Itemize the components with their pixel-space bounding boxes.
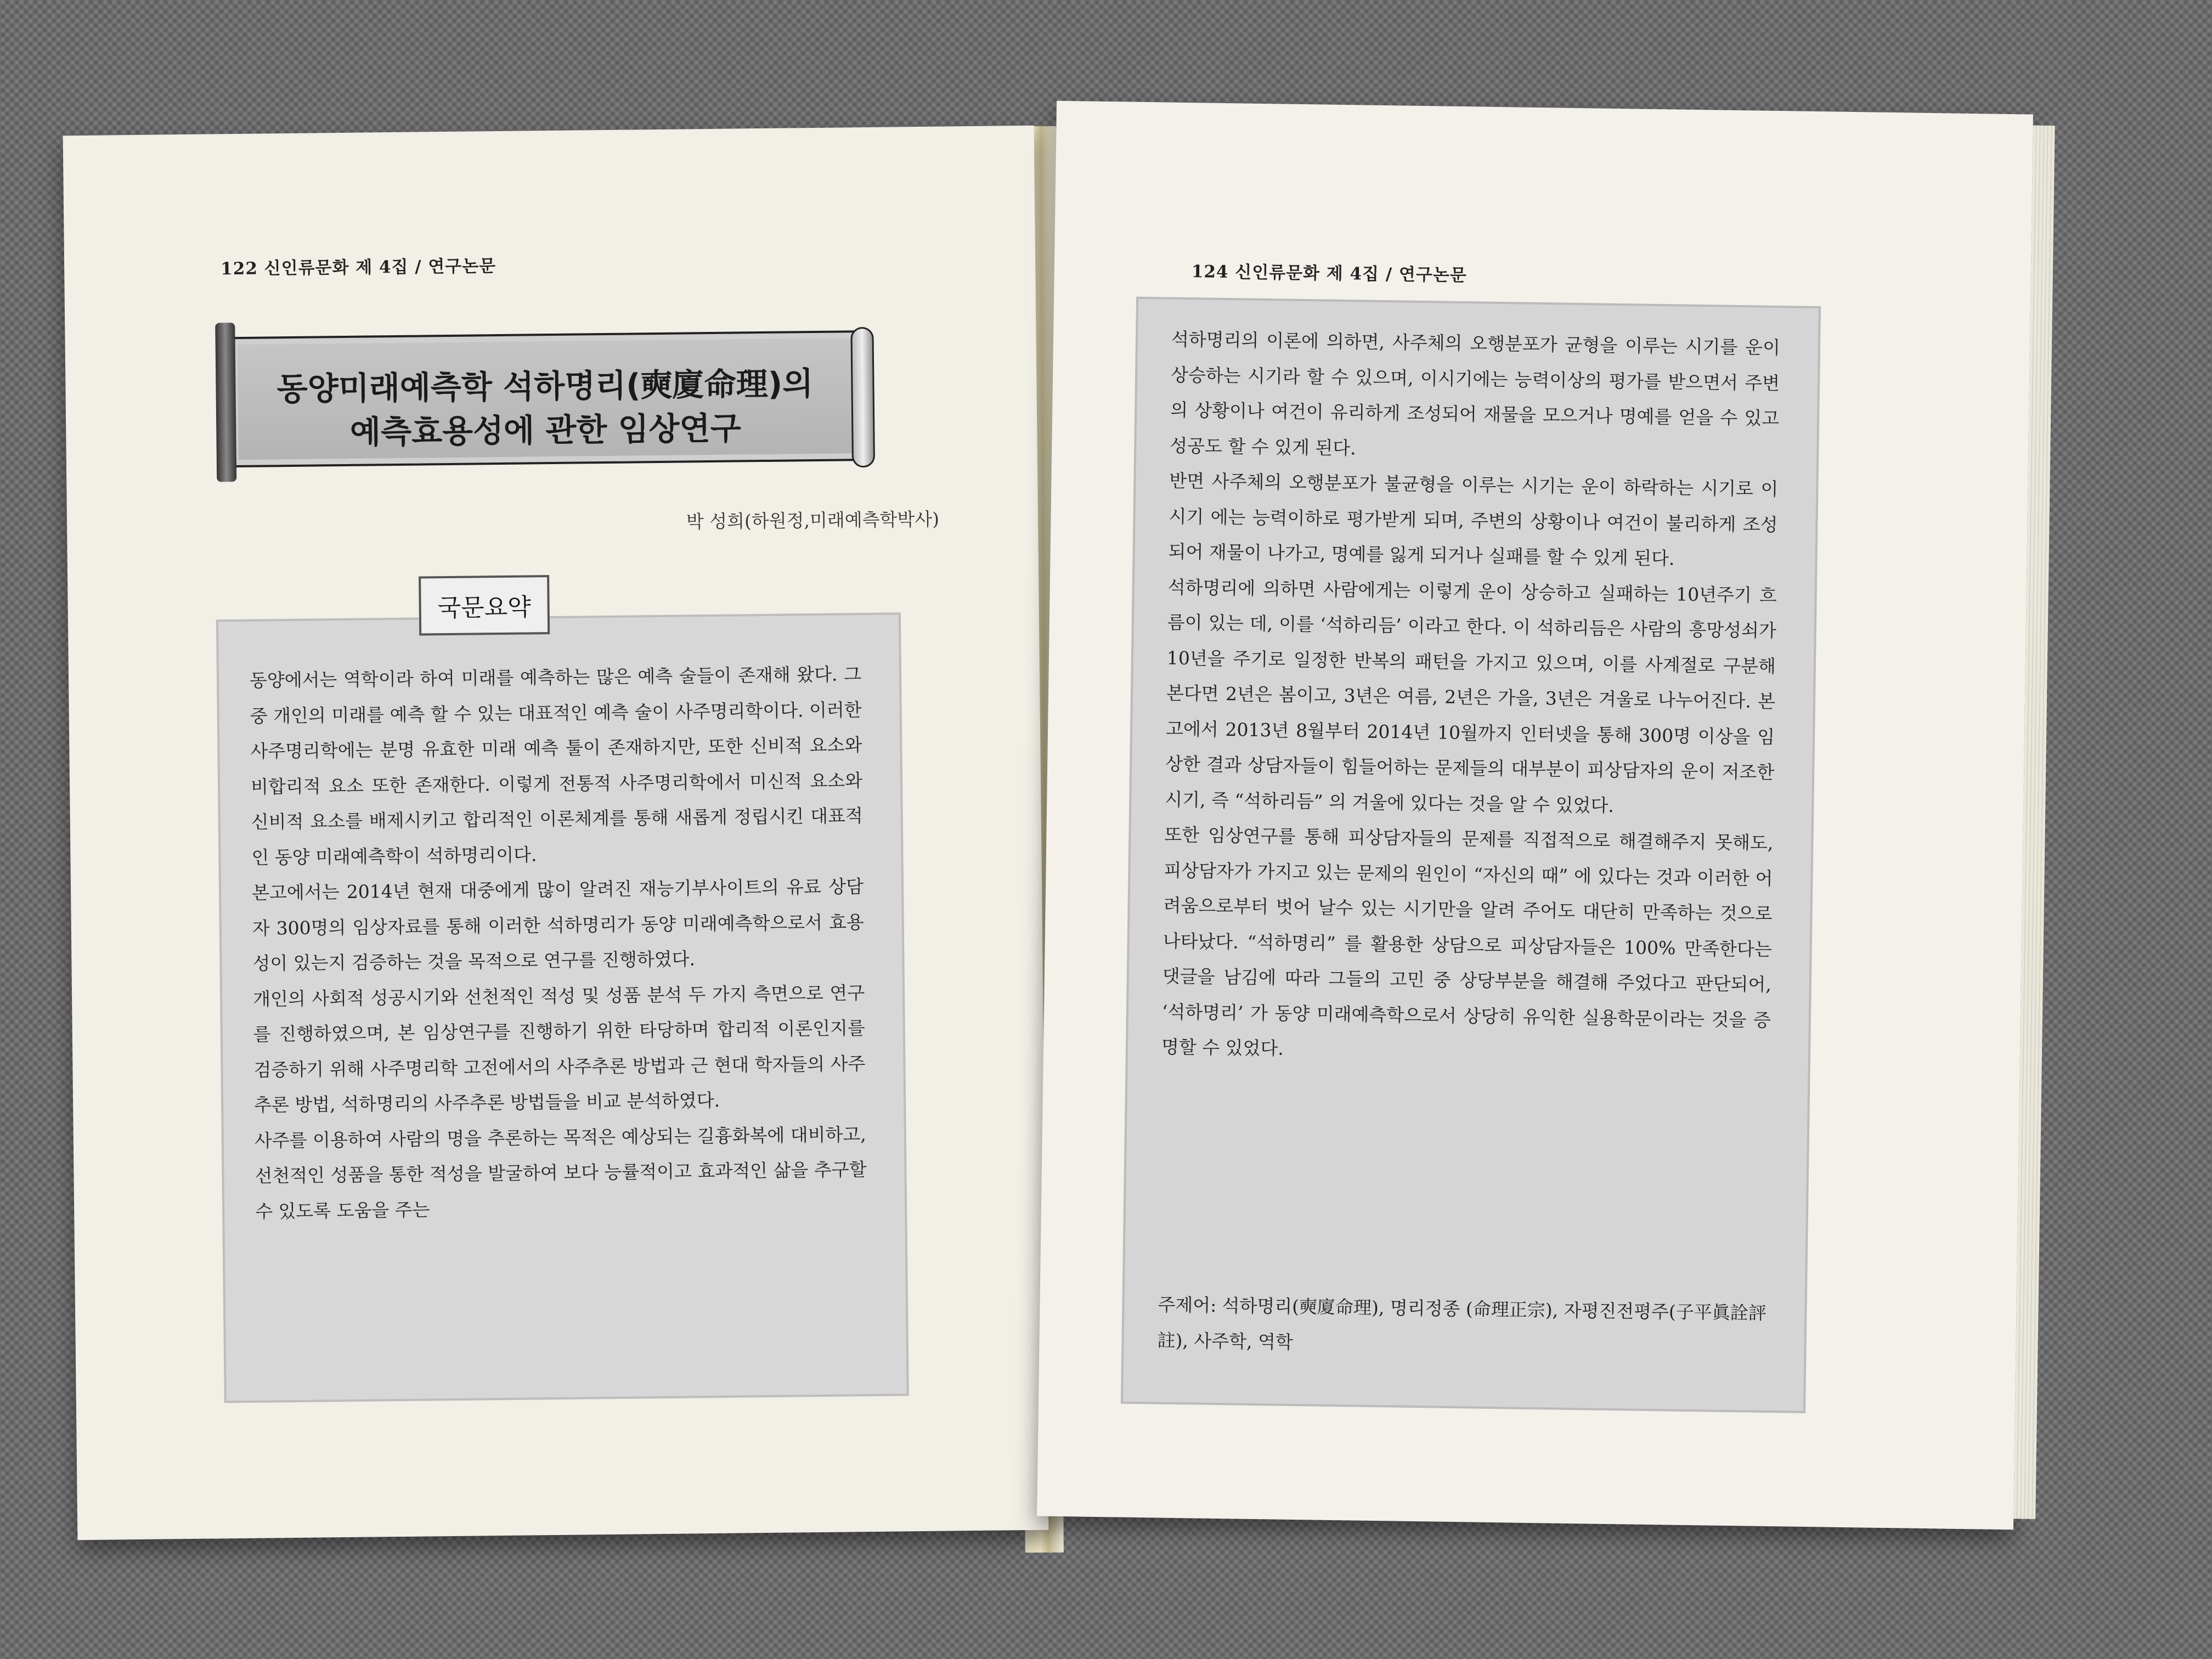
author-line: 박 성희(하원정,미래예측학박사) [686, 508, 940, 533]
abstract-text: 동양에서는 역학이라 하여 미래를 예측하는 많은 예측 술들이 존재해 왔다. 그중 개인의 미래를 예측 할 수 있는 대표적인 예측 술이 사주명리학이다. 이러한 사주명리학에는 분명 유효한 미래 예측 툴이 존재하지만, 또한 신비적 요소와 비합리적 요소 또한 존재한다. 이렇게 전통적 사주명리학에서 미신적 요소와 신비적 요소를 배제시키고 합리적인 이론체계를 통해 새롭게 정립시킨 대표적인 동양 미래예측학이 석하명리이다. 본고에서는 2014년 현재 대중에게 많이 알려진 재능기부사이트의 유료 상담자 300명의 임상자료를 통해 이러한 석하명리가 동양 미래예측학으로서 효용성이 있는지 검증하는 것을 목적으로 연구를 진행하였다. 개인의 사회적 성공시기와 선천적인 적성 및 성품 분석 두 가지 측면으로 연구를 진행하였으며, 본 임상연구를 진행하기 위한 타당하며 합리적 이론인지를 검증하기 위해 사주명리학 고전에서의 사주추론 방법과 근 현대 학자들의 사주 추론 방법, 석하명리의 사주추론 방법들을 비교 분석하였다. 사주를 이용하여 사람의 명을 추론하는 목적은 예상되는 길흉화복에 대비하고, 선천적인 성품을 통한 적성을 발굴하여 보다 능률적이고 효과적인 삶을 추구할 수 있도록 도움을 주는 [249, 663, 867, 1222]
page-edges [2013, 126, 2055, 1519]
keywords: 주제어: 석하명리(奭廈命理), 명리정종 (命理正宗), 자평진전평주(子平眞詮評註), 사주학, 역학 [1157, 1294, 1767, 1353]
left-running-head: 122 신인류문화 제 4집 / 연구논문 [221, 256, 496, 279]
continued-abstract-text: 석하명리의 이론에 의하면, 사주체의 오행분포가 균형을 이루는 시기를 운이 상승하는 시기라 할 수 있으며, 이시기에는 능력이상의 평가를 받으면서 주변의 상황이나 여건이 유리하게 조성되어 재물을 모으거나 명예를 얻을 수 있고 성공도 할 수 있게 된다. 반면 사주체의 오행분포가 불균형을 이루는 시기는 운이 하락하는 시기로 이시기 에는 능력이하로 평가받게 되며, 주변의 상황이나 여건이 불리하게 조성되어 재물이 나가고, 명예를 잃게 되거나 실패를 할 수 있게 된다. 석하명리에 의하면 사람에게는 이렇게 운이 상승하고 실패하는 10년주기 흐름이 있는 데, 이를 ‘석하리듬’ 이라고 한다. 이 석하리듬은 사람의 흥망성쇠가 10년을 주기로 일정한 반복의 패턴을 가지고 있으며, 이를 사계절로 구분해 본다면 2년은 봄이고, 3년은 여름, 2년은 가을, 3년은 겨울로 나누어진다. 본고에서 2013년 8월부터 2014년 10월까지 인터넷을 통해 300명 이상을 임상한 결과 상담자들이 힘들어하는 문제들의 대부분이 피상담자의 운이 저조한 시기, 즉 “석하리듬” 의 겨울에 있다는 것을 알 수 있었다. 또한 임상연구를 통해 피상담자들의 문제를 직접적으로 해결해주지 못해도, 피상담자가 가지고 있는 문제의 원인이 “자신의 때” 에 있다는 것과 이러한 어려움으로부터 벗어 날수 있는 시기만을 알려 주어도 대단히 만족하는 것으로 나타났다. “석하명리” 를 활용한 상담으로 피상담자들은 100% 만족한다는 댓글을 남김에 따라 그들의 고민 중 상당부분을 해결해 주었다고 판단되어, ‘석하명리’ 가 동양 미래예측학으로서 상당히 유익한 실용학문이라는 것을 증명할 수 있었다. [1161, 328, 1781, 1059]
title-scroll-banner [230, 330, 861, 467]
right-page [1037, 101, 2033, 1530]
right-running-head: 124 신인류문화 제 4집 / 연구논문 [1191, 262, 1467, 286]
left-page [63, 126, 1049, 1540]
abstract-label: 국문요약 [419, 575, 550, 635]
paper-title-line1: 동양미래예측학 석하명리(奭廈命理)의 [276, 365, 814, 408]
paper-title-line2: 예측효용성에 관한 임상연구 [349, 409, 742, 451]
